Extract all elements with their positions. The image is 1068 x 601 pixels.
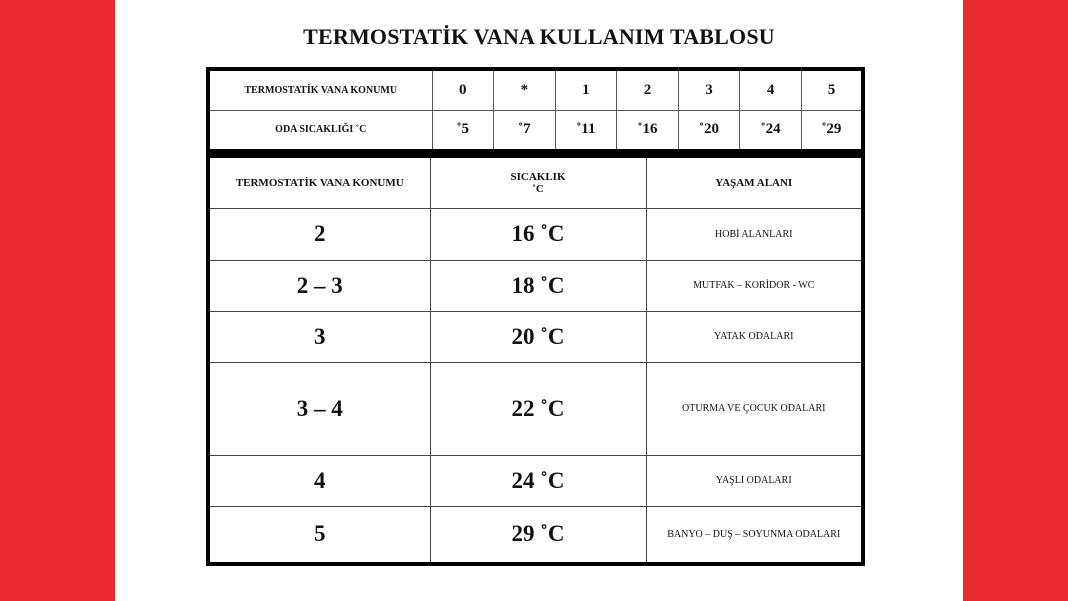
temperature-cell: ˚7 [494, 110, 556, 151]
position-cell: 1 [555, 69, 617, 110]
position-cell: 5 [801, 69, 863, 110]
position-cell: * [494, 69, 556, 110]
table-row [208, 362, 863, 455]
header-temperature-label: SICAKLIK [510, 170, 566, 183]
temperature-cell: ˚5 [432, 110, 494, 151]
header-temperature [430, 158, 646, 208]
usage-table [206, 158, 865, 566]
table-row [208, 208, 863, 260]
temperature-value: 22 ˚C [430, 362, 646, 455]
living-area-value: BANYO – DUŞ – SOYUNMA ODALARI [646, 506, 863, 564]
temperature-value: 20 ˚C [430, 311, 646, 362]
temperature-value: 24 ˚C [430, 455, 646, 506]
position-value: 5 [208, 506, 430, 564]
temperature-value: 16 ˚C [430, 208, 646, 260]
temperature-cell: ˚16 [617, 110, 679, 151]
row-label-position: TERMOSTATİK VANA KONUMU [208, 69, 432, 110]
position-value: 3 [208, 311, 430, 362]
position-cell: 2 [617, 69, 679, 110]
row-label-room-temperature: ODA SICAKLIĞI ˚C [208, 110, 432, 151]
temperature-value: 29 ˚C [430, 506, 646, 564]
position-value: 3 – 4 [208, 362, 430, 455]
living-area-value: YAŞLI ODALARI [646, 455, 863, 506]
summary-row-temperature [208, 110, 863, 151]
temperature-cell: ˚24 [740, 110, 802, 151]
position-value: 4 [208, 455, 430, 506]
temperature-value: 18 ˚C [430, 260, 646, 311]
summary-table [206, 67, 865, 153]
position-value: 2 [208, 208, 430, 260]
usage-header-row [208, 158, 863, 208]
page-title: TERMOSTATİK VANA KULLANIM TABLOSU [303, 24, 775, 49]
header-temperature-unit: ˚C [532, 182, 544, 195]
table-row [208, 455, 863, 506]
summary-row-position [208, 69, 863, 110]
table-row [208, 260, 863, 311]
position-cell: 3 [678, 69, 740, 110]
position-cell: 0 [432, 69, 494, 110]
temperature-cell: ˚20 [678, 110, 740, 151]
position-cell: 4 [740, 69, 802, 110]
living-area-value: HOBİ ALANLARI [646, 208, 863, 260]
header-living-area: YAŞAM ALANI [646, 158, 863, 208]
left-red-band [0, 0, 115, 601]
temperature-cell: ˚11 [555, 110, 617, 151]
living-area-value: MUTFAK – KORİDOR - WC [646, 260, 863, 311]
right-red-band [963, 0, 1068, 601]
table-row [208, 506, 863, 564]
living-area-value: OTURMA VE ÇOCUK ODALARI [646, 362, 863, 455]
living-area-value: YATAK ODALARI [646, 311, 863, 362]
position-value: 2 – 3 [208, 260, 430, 311]
header-position: TERMOSTATİK VANA KONUMU [208, 158, 430, 208]
temperature-cell: ˚29 [801, 110, 863, 151]
table-separator [206, 151, 865, 158]
table-row [208, 311, 863, 362]
